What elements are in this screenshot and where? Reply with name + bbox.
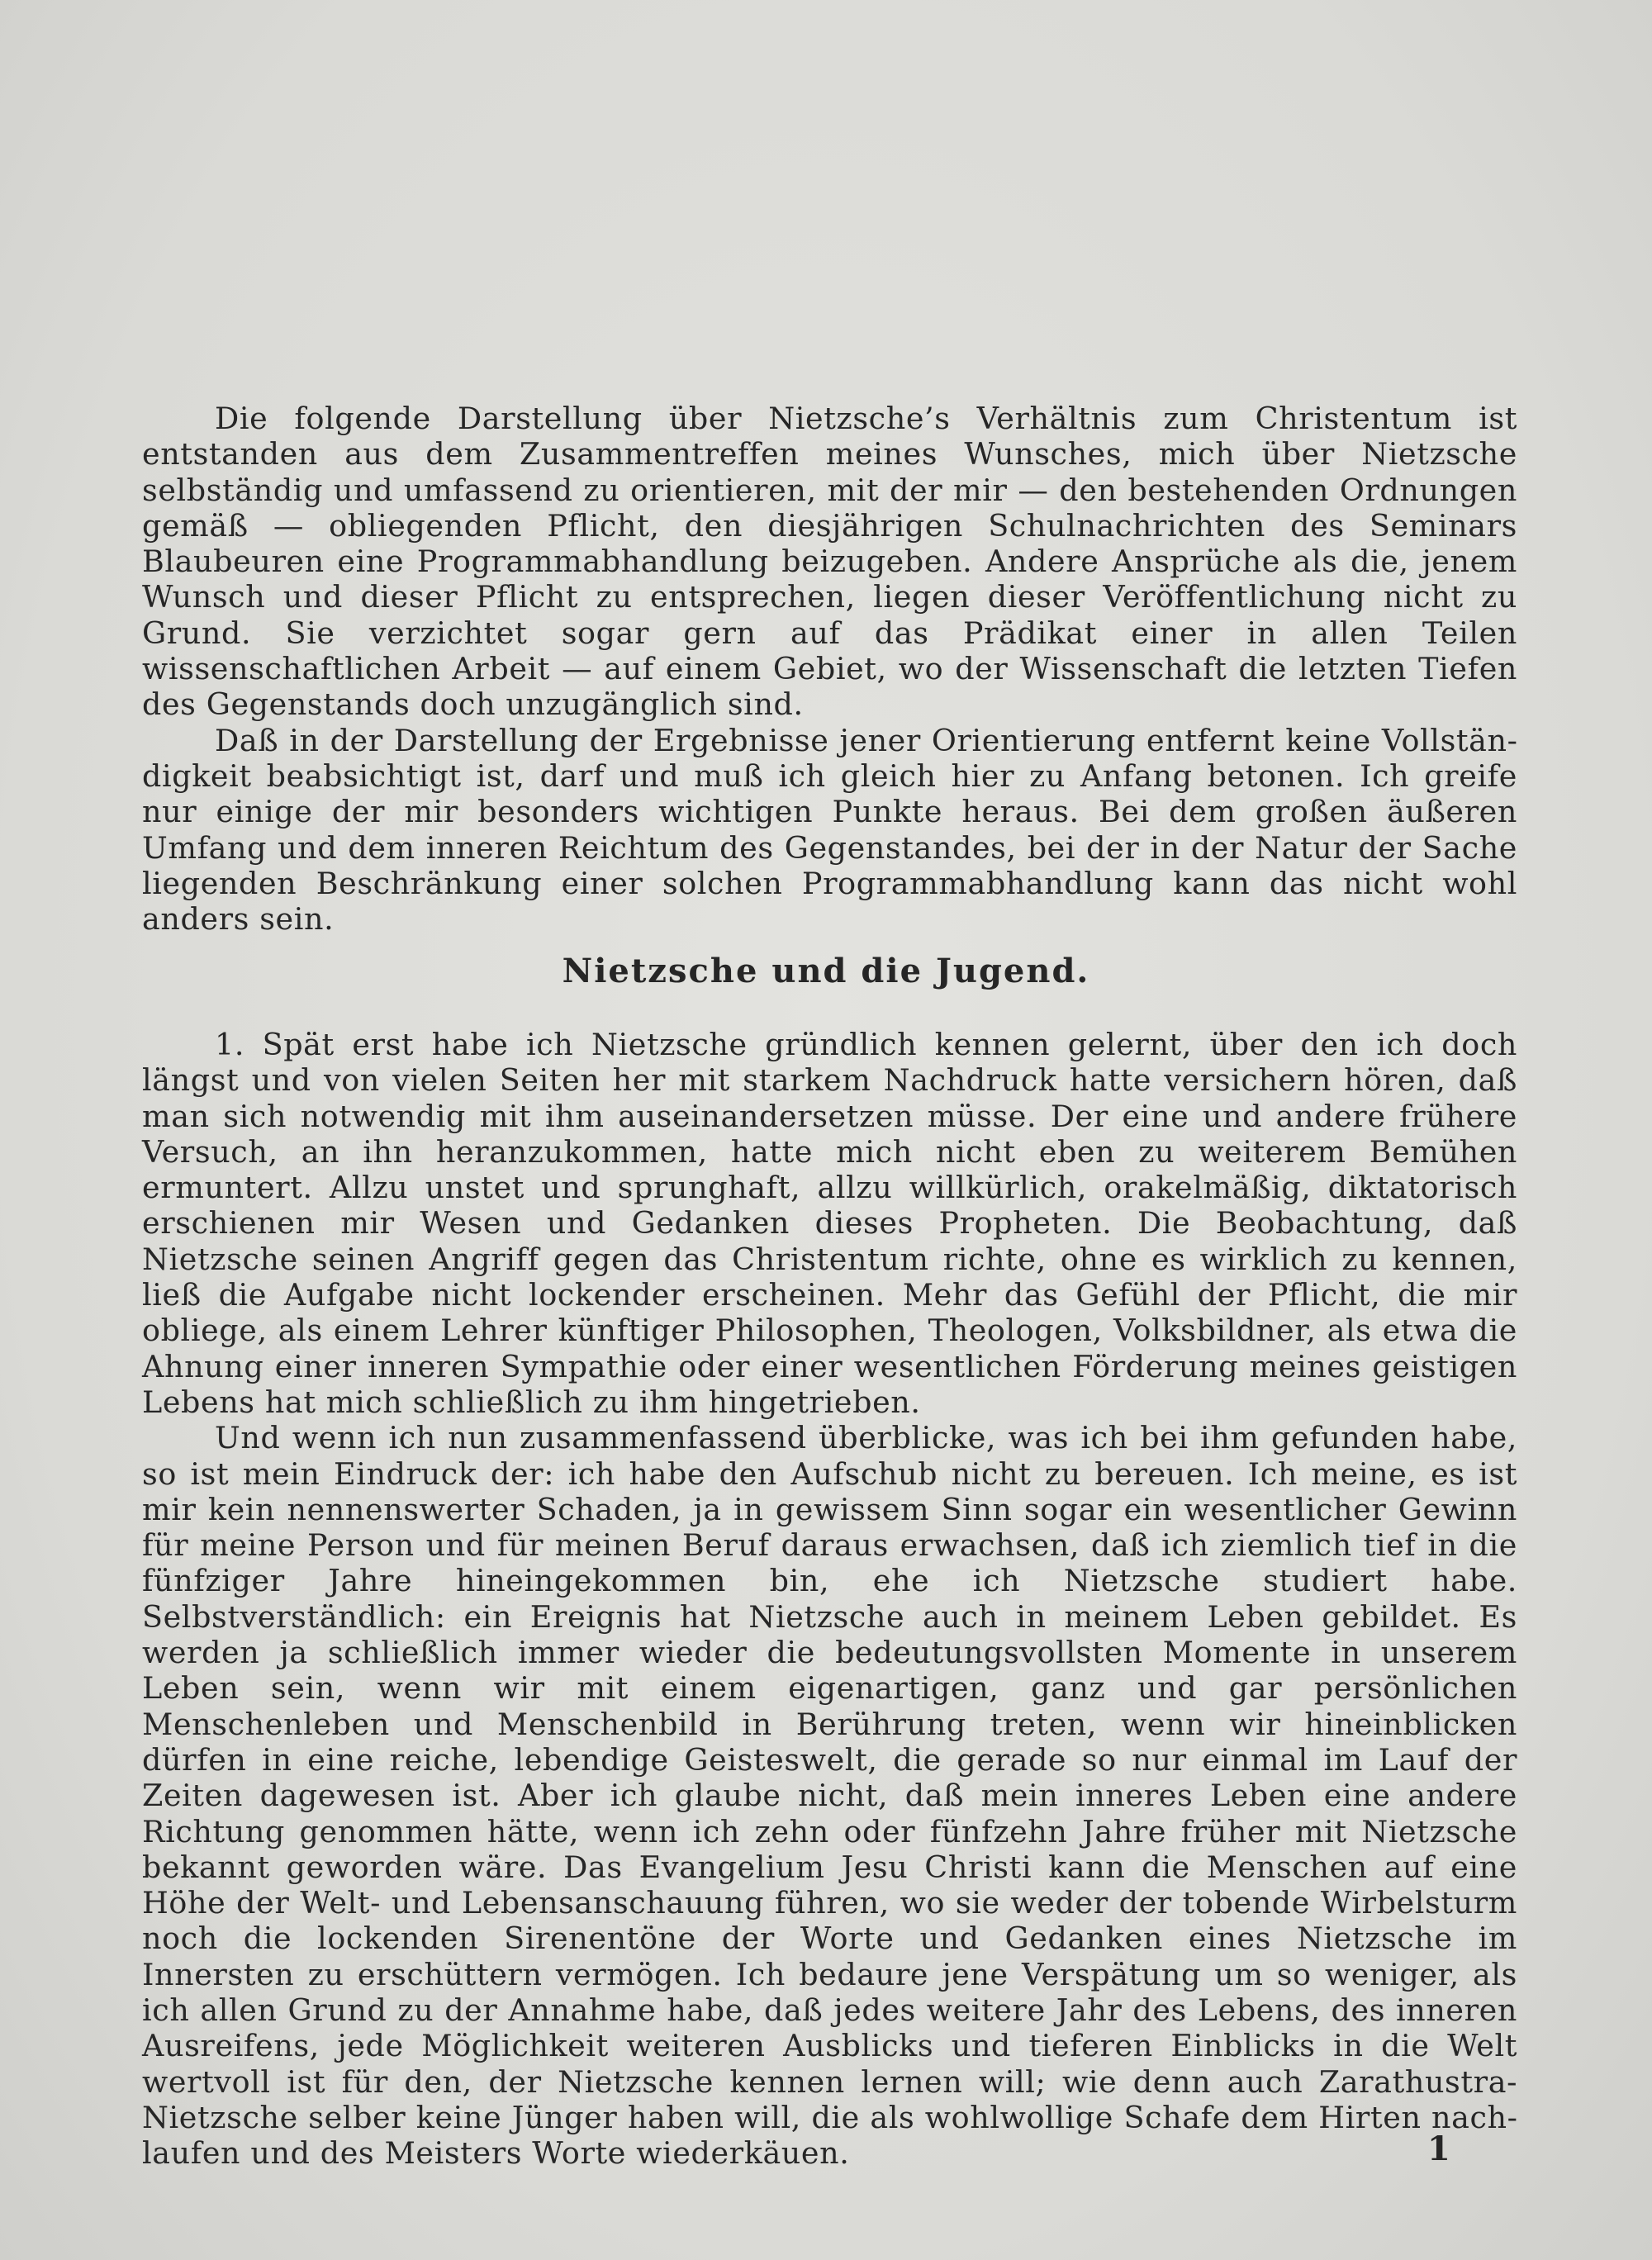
intro-paragraph-2: Daß in der Darstellung der Ergebnisse jener Orientierung entfernt keine Vollständigkeit beabsichtigt ist, darf und muß ich gleich hier zu Anfang betonen. Ich greife nur einige der mir besonders wichtigen Punkte heraus. Bei dem großen äußeren Umfang und dem inneren Reichtum des Gegenstandes, bei der in der Natur der Sache liegenden Beschränkung einer solchen Programmabhandlung kann das nicht wohl anders sein.: [142, 722, 1517, 938]
intro-block: [142, 401, 1517, 937]
section-paragraph-2: Und wenn ich nun zusammenfassend überblicke, was ich bei ihm gefunden habe, so ist mein Eindruck der: ich habe den Aufschub nicht zu bereuen. Ich meine, es ist mir kein nennenswerter Schaden, ja in gewissem Sinn sogar ein wesentlicher Gewinn für meine Person und für meinen Beruf daraus erwachsen, daß ich ziemlich tief in die fünfziger Jahre hineingekommen bin, ehe ich Nietzsche studiert habe. Selbstverständlich: ein Ereignis hat Nietzsche auch in meinem Leben gebildet. Es werden ja schließlich immer wieder die bedeutungsvollsten Momente in unserem Leben sein, wenn wir mit einem eigenartigen, ganz und gar persönlichen Menschenleben und Menschenbild in Berührung treten, wenn wir hineinblicken dürfen in eine reiche, lebendige Geisteswelt, die gerade so nur einmal im Lauf der Zeiten dagewesen ist. Aber ich glaube nicht, daß mein inneres Leben eine andere Richtung genommen hätte, wenn ich zehn oder fünfzehn Jahre früher mit Nietzsche bekannt geworden wäre. Das Evangelium Jesu Christi kann die Menschen auf eine Höhe der Welt- und Lebensanschauung führen, wo sie weder der tobende Wirbelsturm noch die lockenden Sirenentöne der Worte und Gedanken eines Nietzsche im Innersten zu erschüttern vermögen. Ich bedaure jene Verspätung um so weniger, als ich allen Grund zu der Annahme habe, daß jedes weitere Jahr des Lebens, des inneren Ausreifens, jede Möglichkeit weiteren Ausblicks und tieferen Einblicks in die Welt wertvoll ist für den, der Nietzsche kennen lernen will; wie denn auch Zarathustra-Nietzsche selber keine Jünger haben will, die als wohlwollige Schafe dem Hirten nachlaufen und des Meisters Worte wiederkäuen.: [142, 1420, 1517, 2172]
page-number: 1: [1427, 2129, 1450, 2168]
section-paragraph-1: 1. Spät erst habe ich Nietzsche gründlich kennen gelernt, über den ich doch längst und von vielen Seiten her mit starkem Nachdruck hatte versichern hören, daß man sich notwendig mit ihm auseinandersetzen müsse. Der eine und andere frühere Versuch, an ihn heranzukommen, hatte mich nicht eben zu weiterem Bemühen ermuntert. Allzu unstet und sprunghaft, allzu willkürlich, orakelmäßig, diktatorisch erschienen mir Wesen und Gedanken dieses Propheten. Die Beobachtung, daß Nietzsche seinen Angriff gegen das Christentum richte, ohne es wirklich zu kennen, ließ die Aufgabe nicht lockender erscheinen. Mehr das Gefühl der Pflicht, die mir obliege, als einem Lehrer künftiger Philosophen, Theologen, Volksbildner, als etwa die Ahnung einer inneren Sympathie oder einer wesentlichen Förderung meines geistigen Lebens hat mich schließlich zu ihm hingetrieben.: [142, 1027, 1517, 1420]
section-heading: Nietzsche und die Jugend.: [562, 952, 1090, 990]
intro-paragraph-1: Die folgende Darstellung über Nietzsche’s Verhältnis zum Christentum ist entstanden aus dem Zusammentreffen meines Wunsches, mich über Nietzsche selbständig und umfassend zu orientieren, mit der mir — den bestehenden Ordnungen gemäß — obliegenden Pflicht, den diesjährigen Schulnachrichten des Seminars Blaubeuren eine Programmabhandlung beizugeben. Andere Ansprüche als die, jenem Wunsch und dieser Pflicht zu entsprechen, liegen dieser Veröffentlichung nicht zu Grund. Sie verzichtet sogar gern auf das Prädikat einer in allen Teilen wissenschaftlichen Arbeit — auf einem Gebiet, wo der Wissenschaft die letzten Tiefen des Gegenstands doch unzugänglich sind.: [142, 401, 1517, 723]
section-body: [142, 1027, 1517, 2172]
